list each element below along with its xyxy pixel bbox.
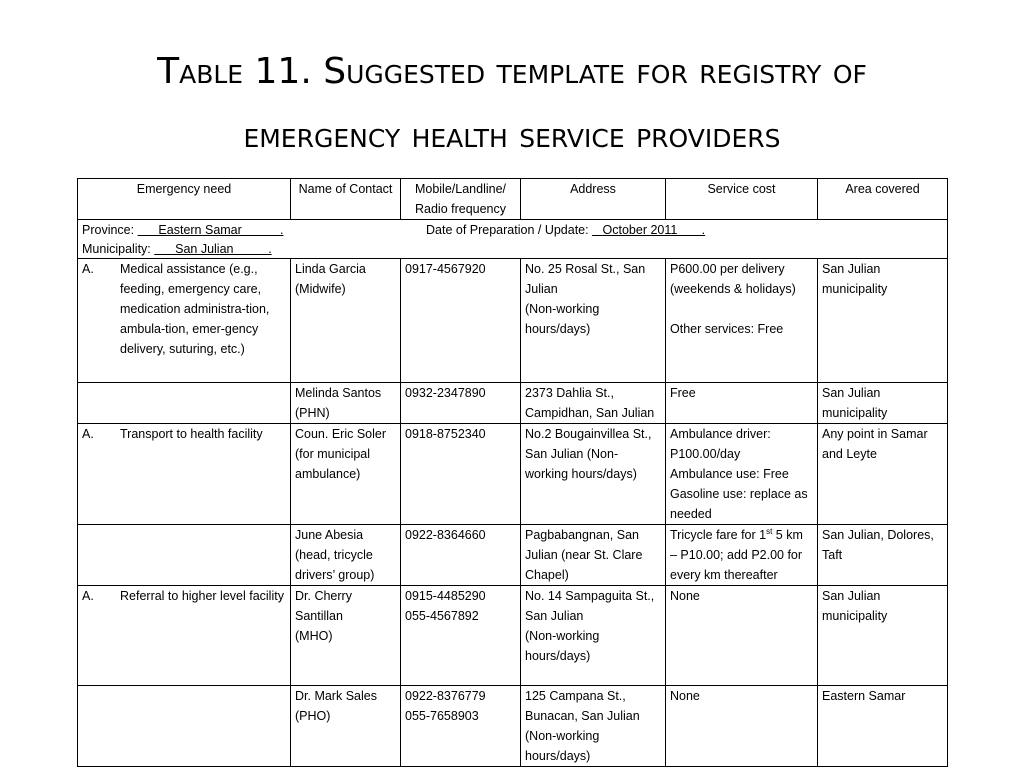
municipality-label: Municipality: [82,242,151,256]
table-row [78,686,948,767]
cost-line: Ambulance driver: P100.00/day [670,427,771,461]
address-line: 2373 Dahlia St., Campidhan, San Julian [525,386,655,420]
province-value: Eastern Samar . [137,223,284,237]
address-note: (Non-working hours/days) [525,302,600,336]
cost-text: Tricycle fare for 1 [670,528,767,542]
cost-spacer [670,299,813,319]
header-address: Address [521,179,666,220]
header-area-covered: Area covered [818,179,948,220]
phone-number: 055-7658903 [405,709,479,723]
header-emergency-need: Emergency need [78,179,291,220]
title-line-2: emergency health service providers [243,115,781,156]
header-mobile: Mobile/Landline/ Radio frequency [401,179,521,220]
cost-ordinal: st [766,526,773,536]
date-value: October 2011 . [592,223,706,237]
phone-number: 0918-8752340 [405,427,486,441]
contact-role: (Midwife) [295,282,346,296]
cost-line: P600.00 per delivery (weekends & holidays) [670,262,796,296]
address-line: No. 25 Rosal St., San Julian [525,262,646,296]
area-covered: San Julian, Dolores, Taft [822,528,934,562]
meta-row [78,220,948,259]
contact-name: Linda Garcia [295,262,366,276]
contact-name: Melinda Santos (PHN) [295,386,382,420]
address-line: No.2 Bougainvillea St., San Julian (Non-working hours/days) [525,427,652,481]
address-note: (Non-working hours/days) [525,629,600,663]
area-covered: Eastern Samar [822,689,906,703]
meta-cell [78,220,948,259]
area-covered: San Julian municipality [822,589,888,623]
need-text: Transport to health facility [120,427,263,441]
address-line: 125 Campana St., Bunacan, San Julian (Non-working hours/days) [525,689,640,763]
cost-text: 5 km – P10.00; add P2.00 for every km thereafter [670,528,803,582]
date-label: Date of Preparation / Update: [426,223,589,237]
need-text: Referral to higher level facility [120,589,284,603]
header-name-of-contact: Name of Contact [291,179,401,220]
table-row [78,586,948,686]
cost-line: None [670,589,700,603]
address-line: No. 14 Sampaguita St., San Julian [525,589,655,623]
address-line: Pagbabangnan, San Julian (near St. Clare Chapel) [525,528,643,582]
municipality-value: San Julian . [154,242,272,256]
header-service-cost: Service cost [666,179,818,220]
phone-number: 0915-4485290 [405,589,486,603]
area-covered: San Julian municipality [822,262,888,296]
need-letter: A. [82,427,94,441]
need-letter: A. [82,262,94,276]
header-row [78,179,948,220]
phone-number: 0922-8364660 [405,528,486,542]
contact-name: June Abesia (head, tricycle drivers’ group) [295,528,375,582]
table-row [78,525,948,586]
need-letter: A. [82,589,94,603]
cost-line: Free [670,386,696,400]
page-title [0,40,1024,168]
cost-line: Other services: Free [670,322,784,336]
contact-name: Coun. Eric Soler (for municipal ambulance) [295,427,387,481]
table-row [78,259,948,383]
cost-cell [666,525,818,586]
cost-line: None [670,689,700,703]
contact-name: Dr. Cherry Santillan [295,589,352,623]
cost-line: Gasoline use: replace as needed [670,487,808,521]
contact-name: Dr. Mark Sales (PHO) [295,689,377,723]
need-text: Medical assistance (e.g., feeding, emergency care, medication administra-tion, ambula-tion, emer-gency delivery, suturing, etc.) [120,262,270,356]
contact-role: (MHO) [295,629,333,643]
area-covered: Any point in Samar and Leyte [822,427,928,461]
phone-number: 055-4567892 [405,609,479,623]
title-line-1: Table 11. Suggested template for registry of [157,51,867,92]
cost-line: Ambulance use: Free [670,467,789,481]
area-covered: San Julian municipality [822,386,888,420]
table-row [78,424,948,525]
table-row [78,383,948,424]
phone-number: 0932-2347890 [405,386,486,400]
registry-table [77,178,948,767]
province-label: Province: [82,223,135,237]
phone-number: 0917-4567920 [405,262,486,276]
phone-number: 0922-8376779 [405,689,486,703]
